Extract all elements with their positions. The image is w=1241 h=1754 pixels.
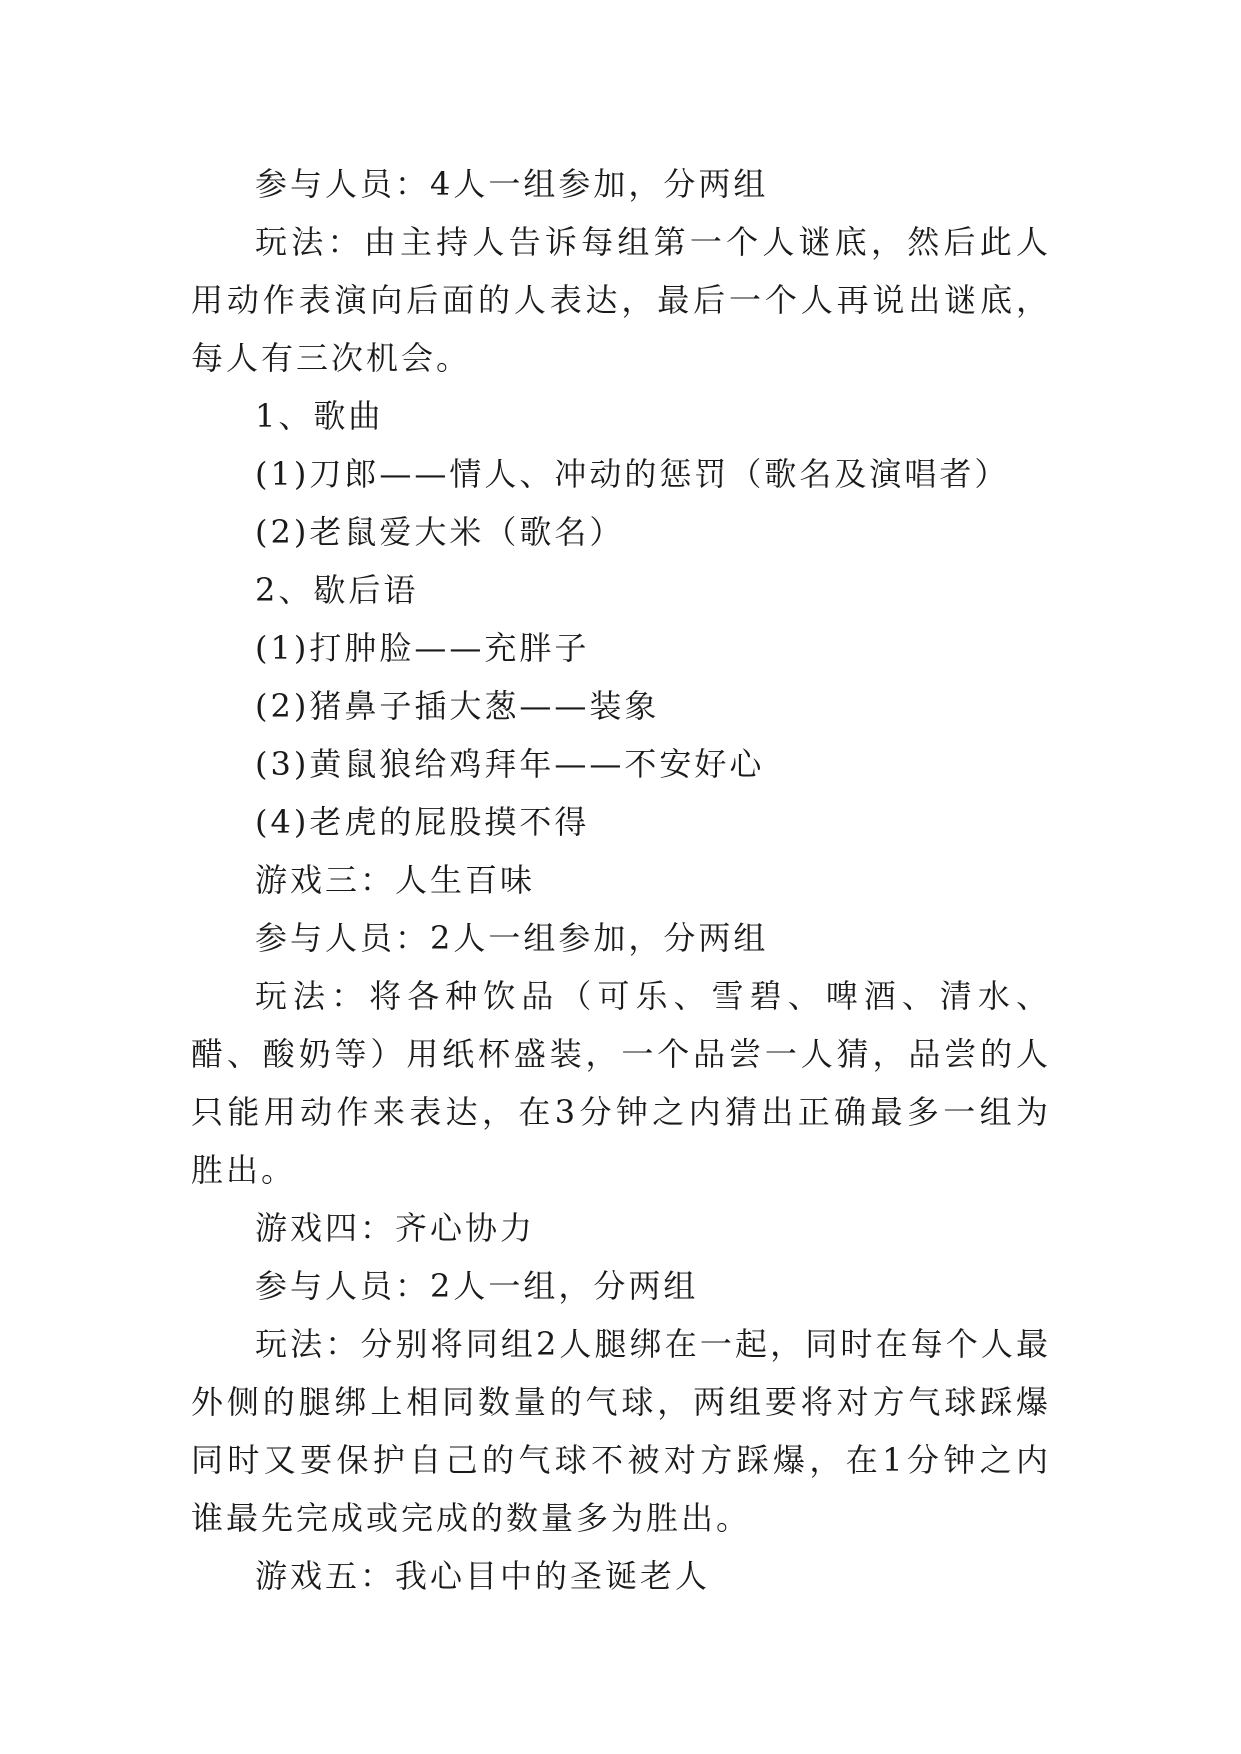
xiehouyu-item-4: (4)老虎的屁股摸不得 bbox=[255, 803, 590, 841]
participants-line-game-three: 参与人员：2人一组参加，分两组 bbox=[255, 919, 769, 957]
section-heading-songs: 1、歌曲 bbox=[255, 397, 384, 435]
song-item-1: (1)刀郎——情人、冲动的惩罚（歌名及演唱者） bbox=[255, 455, 1010, 493]
participants-line-game-four: 参与人员：2人一组，分两组 bbox=[255, 1267, 699, 1305]
section-heading-xiehouyu: 2、歇后语 bbox=[255, 571, 419, 609]
game-four-title: 游戏四：齐心协力 bbox=[255, 1209, 536, 1247]
game-five-title: 游戏五：我心目中的圣诞老人 bbox=[255, 1557, 711, 1595]
xiehouyu-item-1: (1)打肿脸——充胖子 bbox=[255, 629, 590, 667]
song-item-2: (2)老鼠爱大米（歌名） bbox=[255, 513, 625, 551]
xiehouyu-item-3: (3)黄鼠狼给鸡拜年——不安好心 bbox=[255, 745, 765, 783]
xiehouyu-item-2: (2)猪鼻子插大葱——装象 bbox=[255, 687, 660, 725]
rules-paragraph-game-two: 玩法：由主持人告诉每组第一个人谜底，然后此人用动作表演向后面的人表达，最后一个人再说出谜底，每人有三次机会。 bbox=[191, 223, 1051, 377]
rules-paragraph-game-three: 玩法：将各种饮品（可乐、雪碧、啤酒、清水、醋、酸奶等）用纸杯盛装，一个品尝一人猜，品尝的人只能用动作来表达，在3分钟之内猜出正确最多一组为胜出。 bbox=[191, 977, 1051, 1189]
game-three-title: 游戏三：人生百味 bbox=[255, 861, 536, 899]
participants-line-game-two: 参与人员：4人一组参加，分两组 bbox=[255, 165, 769, 203]
rules-paragraph-game-four: 玩法：分别将同组2人腿绑在一起，同时在每个人最外侧的腿绑上相同数量的气球，两组要将对方气球踩爆同时又要保护自己的气球不被对方踩爆，在1分钟之内谁最先完成或完成的数量多为胜出。 bbox=[191, 1325, 1051, 1537]
document-body bbox=[191, 155, 1051, 1605]
